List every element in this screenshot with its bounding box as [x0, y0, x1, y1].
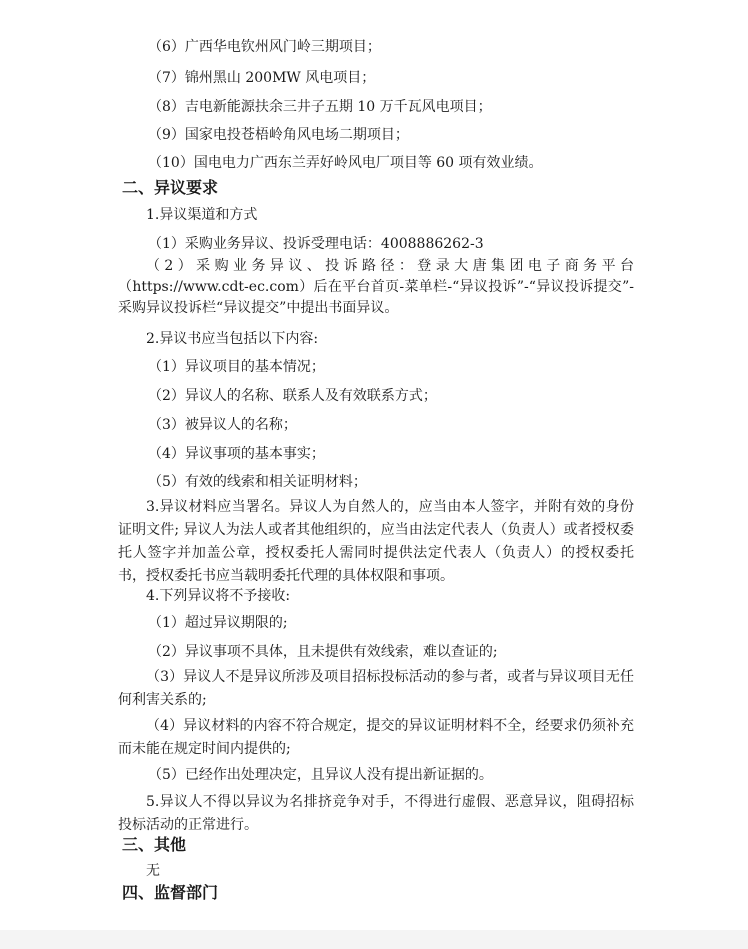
- content-item-1: （1）异议项目的基本情况；: [148, 359, 325, 375]
- page-bottom-band: [0, 930, 748, 949]
- content-item-4: （4）异议事项的基本事实；: [148, 446, 325, 462]
- content-item-5: （5）有效的线索和相关证明材料；: [148, 474, 367, 490]
- signature-paragraph: 3.异议材料应当署名。异议人为自然人的，应当由本人签字，并附有效的身份证明文件; 异议人为法人或者其他组织的，应当由法定代表人（负责人）或者授权委托人签字并加盖公章，授权委托人需同时提供法定代表人（负责人）的授权委托书，授权委托书应当载明委托代理的具体权限和事项。: [118, 499, 634, 584]
- reject-item-2: （2）异议事项不具体，且未提供有效线索，难以查证的;: [148, 644, 498, 660]
- reject-item-1: （1）超过异议期限的;: [148, 615, 288, 631]
- paragraph-5: 5.异议人不得以异议为名排挤竞争对手，不得进行虚假、恶意异议，阻碍招标投标活动的正常进行。: [118, 794, 634, 833]
- section-4-heading: 四、监督部门: [122, 883, 219, 902]
- project-item-8: （8）吉电新能源扶余三井子五期 10 万千瓦风电项目；: [148, 99, 492, 115]
- reject-item-3: （3）异议人不是异议所涉及项目招标投标活动的参与者，或者与异议项目无任何利害关系的;: [118, 669, 634, 708]
- content-item-3: （3）被异议人的名称；: [148, 417, 297, 433]
- project-item-9: （9）国家电投苍梧岭角风电场二期项目；: [148, 127, 409, 143]
- reject-title: 4.下列异议将不予接收:: [146, 588, 291, 604]
- content-item-2: （2）异议人的名称、联系人及有效联系方式；: [148, 388, 437, 404]
- section-3-body: 无: [146, 863, 160, 879]
- channel-phone: （1）采购业务异议、投诉受理电话：4008886262-3: [148, 236, 484, 252]
- reject-item-4: （4）异议材料的内容不符合规定，提交的异议证明材料不全，经要求仍须补充而未能在规定时间内提供的;: [118, 718, 634, 757]
- project-item-10: （10）国电电力广西东兰弄好岭风电厂项目等 60 项有效业绩。: [148, 155, 543, 171]
- section-3-heading: 三、其他: [122, 835, 187, 854]
- channel-path-paragraph: （2）采购业务异议、投诉路径：登录大唐集团电子商务平台（https://www.cdt-ec.com）后在平台首页-菜单栏-“异议投诉”-“异议投诉提交”-采购异议投诉栏“异议提交”中提出书面异议。: [118, 258, 634, 316]
- section-2-heading: 二、异议要求: [122, 178, 219, 197]
- reject-item-5: （5）已经作出处理决定，且异议人没有提出新证据的。: [148, 767, 493, 783]
- channel-title: 1.异议渠道和方式: [146, 207, 258, 223]
- content-title: 2.异议书应当包括以下内容:: [146, 331, 319, 347]
- project-item-7: （7）锦州黑山 200MW 风电项目；: [148, 70, 376, 86]
- project-item-6: （6）广西华电钦州风门岭三期项目；: [148, 39, 381, 55]
